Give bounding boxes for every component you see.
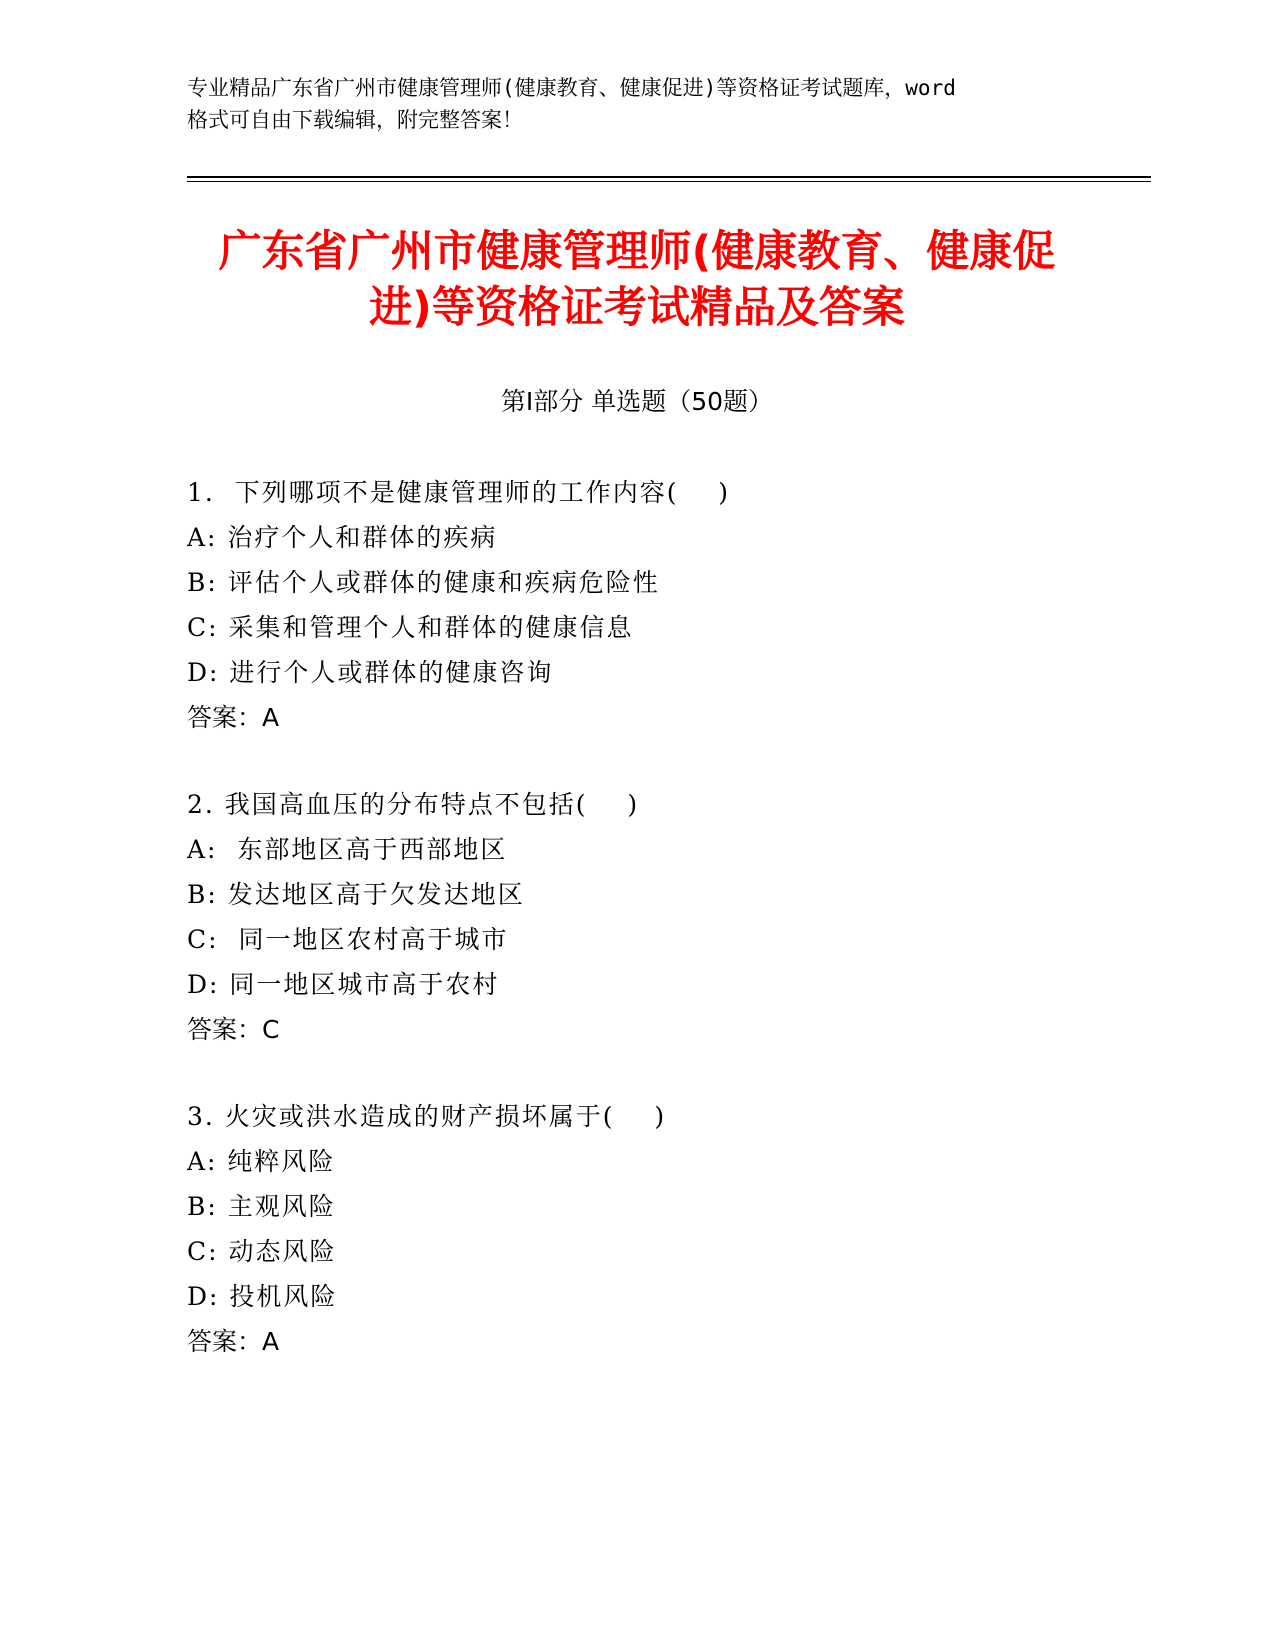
question-1 <box>187 470 1087 740</box>
document-title-line-2: 进)等资格证考试精品及答案 <box>369 283 905 333</box>
question-2 <box>187 782 1087 1052</box>
answer: 答案：A <box>187 703 280 732</box>
option-c: C: 动态风险 <box>187 1237 337 1266</box>
option-a: A: 治疗个人和群体的疾病 <box>187 523 498 552</box>
header-note-line-2: 格式可自由下载编辑，附完整答案！ <box>187 108 523 132</box>
option-b: B: 发达地区高于欠发达地区 <box>187 880 525 909</box>
option-d: D: 同一地区城市高于农村 <box>187 970 500 999</box>
answer: 答案：A <box>187 1327 280 1356</box>
option-b: B: 评估个人或群体的健康和疾病危险性 <box>187 568 660 597</box>
option-d: D: 进行个人或群体的健康咨询 <box>187 658 554 687</box>
option-d: D: 投机风险 <box>187 1282 338 1311</box>
question-3 <box>187 1094 1087 1364</box>
header-note-line-1: 专业精品广东省广州市健康管理师(健康教育、健康促进)等资格证考试题库，word <box>187 76 956 100</box>
question-stem: 2. 我国高血压的分布特点不包括( ) <box>187 790 640 819</box>
option-c: C: 采集和管理个人和群体的健康信息 <box>187 613 634 642</box>
section-title: 第Ⅰ部分 单选题（50题） <box>500 387 774 416</box>
question-stem: 1. 下列哪项不是健康管理师的工作内容( ) <box>187 478 731 507</box>
document-title-line-1: 广东省广州市健康管理师(健康教育、健康促 <box>218 227 1056 277</box>
answer: 答案：C <box>187 1015 280 1044</box>
option-b: B: 主观风险 <box>187 1192 336 1221</box>
option-c: C: 同一地区农村高于城市 <box>187 925 509 954</box>
document-title <box>187 224 1087 336</box>
header-divider-thick <box>187 176 1151 178</box>
option-a: A: 纯粹风险 <box>187 1147 336 1176</box>
option-a: A: 东部地区高于西部地区 <box>187 835 508 864</box>
question-list <box>187 470 1087 1406</box>
question-stem: 3. 火灾或洪水造成的财产损坏属于( ) <box>187 1102 667 1131</box>
header-divider-thin <box>187 181 1151 182</box>
header-note <box>187 72 1087 136</box>
